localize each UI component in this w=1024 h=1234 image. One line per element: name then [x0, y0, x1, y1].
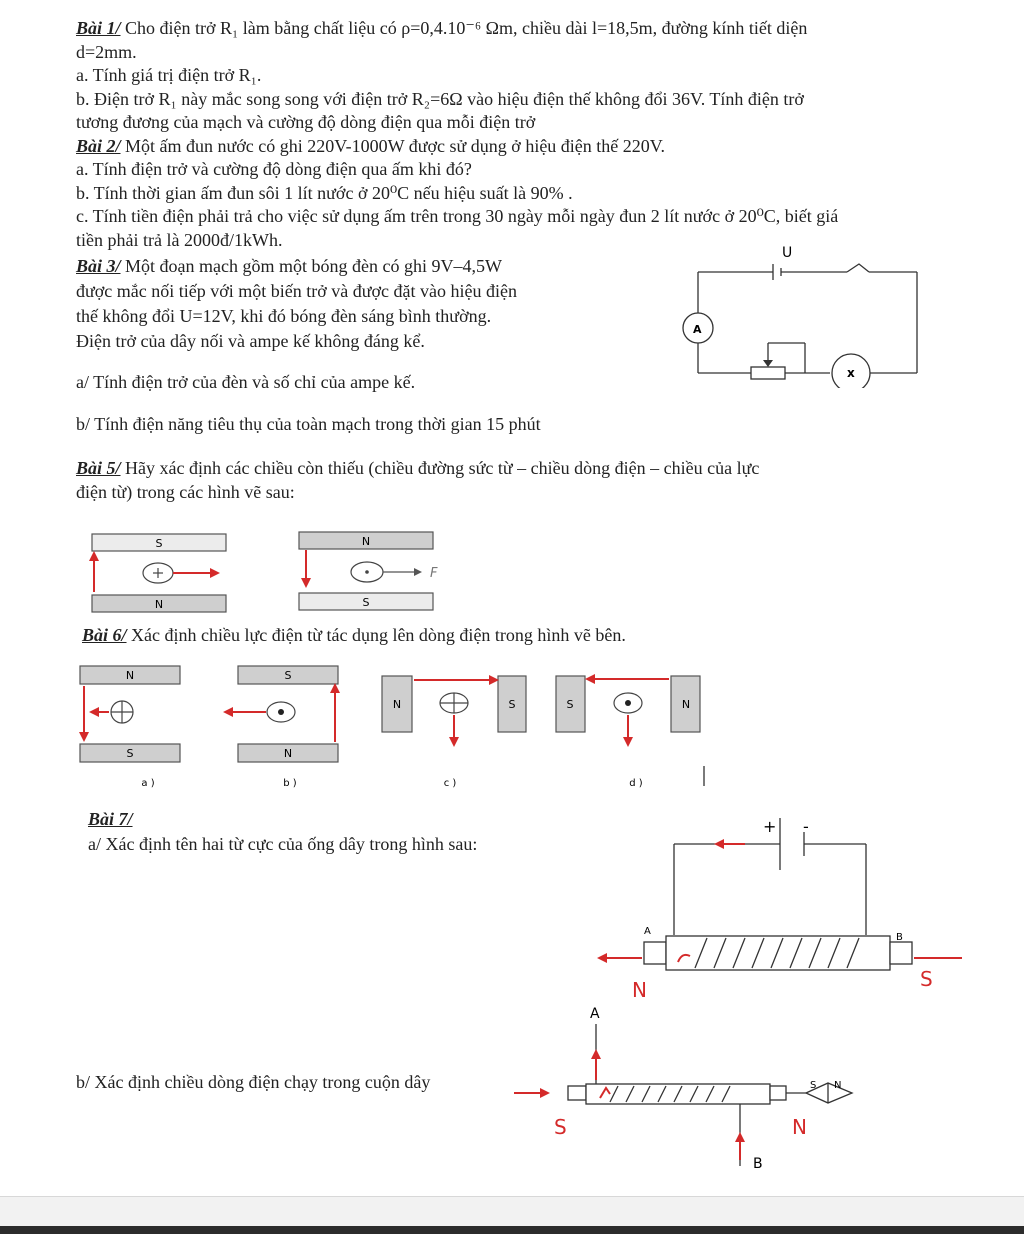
bai2-question-b: b. Tính thời gian ấm đun sôi 1 lít nước ở 20⁰C nếu hiệu suất là 90% . [76, 183, 573, 203]
bai6-c-right-pole: S [508, 698, 516, 711]
bai5-fig2-force-label: F [430, 566, 438, 581]
viewer-bottom-bar [0, 1196, 1024, 1227]
bai3-line3: thế không đổi U=12V, khi đó bóng đèn sáng bình thường. [76, 306, 492, 326]
bai6-title: Bài 6/ [82, 625, 127, 645]
bai7a-plus-label: + [763, 817, 777, 836]
bai3-question-a: a/ Tính điện trở của đèn và số chỉ của ampe kế. [76, 372, 416, 392]
bai3-question-b: b/ Tính điện năng tiêu thụ của toàn mạch trong thời gian 15 phút [76, 414, 541, 434]
bai2-question-a: a. Tính điện trở và cường độ dòng điện qua ấm khi đó? [76, 159, 472, 179]
bai3-line2: được mắc nối tiếp với một biến trở và được đặt vào hiệu điện [76, 281, 517, 301]
bai6-c-caption: c ) [443, 778, 457, 789]
bai6-a-top-pole: N [125, 669, 135, 682]
bai7b-end-b: B [753, 1156, 763, 1172]
bai7b-end-a: A [590, 1006, 600, 1022]
bai6-a-caption: a ) [141, 778, 155, 789]
bai1-line2: d=2mm. [76, 42, 137, 62]
bai1-line1: Bài 1/ Cho điện trở R₁ làm bằng chất liệu có ρ=0,4.10⁻⁶ Ωm, chiều dài l=18,5m, đường kính tiết diện [76, 18, 808, 38]
bai3-line1: Bài 3/ Một đoạn mạch gồm một bóng đèn có ghi 9V–4,5W [76, 256, 502, 276]
bai6-line1: Bài 6/ Xác định chiều lực điện từ tác dụng lên dòng điện trong hình vẽ bên. [82, 625, 626, 645]
bai7b-compass-s: S [810, 1080, 817, 1091]
bai3-title: Bài 3/ [76, 256, 121, 276]
bai7b-compass-n: N [834, 1080, 842, 1091]
bai7a-end-a: A [644, 926, 651, 937]
bai6-d-right-pole: N [681, 698, 691, 711]
bai6-d-left-pole: S [566, 698, 574, 711]
bai7-title: Bài 7/ [88, 809, 133, 829]
bai5-fig2-top-pole: N [361, 535, 371, 548]
bai7-question-a: a/ Xác định tên hai từ cực của ống dây trong hình sau: [88, 834, 478, 854]
bai2-title: Bài 2/ [76, 136, 121, 156]
bai5-fig1-top-pole: S [155, 537, 163, 550]
bai5-line2: điện từ) trong các hình vẽ sau: [76, 482, 295, 502]
bai3-circuit-diagram [675, 238, 935, 388]
bai1-question-b2: tương đương của mạch và cường độ dòng điện qua mỗi điện trở [76, 112, 536, 132]
bai3-line4: Điện trở của dây nối và ampe kế không đáng kể. [76, 331, 425, 351]
bai6-a-bottom-pole: S [126, 747, 134, 760]
bai7b-solenoid-figure [510, 1000, 890, 1180]
bai5-line1: Bài 5/ Hãy xác định các chiều còn thiếu (chiều đường sức từ – chiều dòng điện – chiều của lực [76, 458, 760, 478]
bai6-b-bottom-pole: N [283, 747, 293, 760]
bai1-question-a: a. Tính giá trị điện trở R₁. [76, 65, 262, 85]
bai5-fig1-bottom-pole: N [154, 598, 164, 611]
bai7b-left-pole: S [554, 1115, 567, 1139]
bai5-fig2-bottom-pole: S [362, 596, 370, 609]
bai7-question-b: b/ Xác định chiều dòng điện chạy trong cuộn dây [76, 1072, 431, 1092]
bai1-title: Bài 1/ [76, 18, 121, 38]
bai1-question-b1: b. Điện trở R₁ này mắc song song với điện trở R₂=6Ω vào hiệu điện thế không đổi 36V. Tính điện trở [76, 89, 804, 109]
bai6-b-caption: b ) [283, 778, 297, 789]
bai6-figures [72, 658, 712, 793]
bai6-d-caption: d ) [629, 778, 643, 789]
bai7a-minus-label: - [803, 817, 809, 836]
bai7b-right-pole: N [792, 1115, 807, 1139]
bai7-title-line [88, 808, 133, 831]
bai5-title: Bài 5/ [76, 458, 121, 478]
bai5-figures [80, 525, 460, 620]
bai2-question-c2: tiền phải trả là 2000đ/1kWh. [76, 230, 283, 250]
taskbar [0, 1226, 1024, 1234]
bai7a-left-pole: N [632, 978, 647, 1002]
bai7a-end-b: B [896, 932, 903, 943]
lamp-label: x [847, 366, 855, 380]
bai7a-solenoid-figure [590, 810, 970, 1010]
circuit-label-u: U [782, 245, 793, 261]
bai2-question-c1: c. Tính tiền điện phải trả cho việc sử dụng ấm trên trong 30 ngày mỗi ngày đun 2 lít nước ở 20⁰C, biết giá [76, 206, 839, 226]
bai2-line1: Bài 2/ Một ấm đun nước có ghi 220V-1000W được sử dụng ở hiệu điện thế 220V. [76, 136, 665, 156]
bai6-b-top-pole: S [284, 669, 292, 682]
bai6-c-left-pole: N [392, 698, 402, 711]
bai7a-right-pole: S [920, 967, 933, 991]
ammeter-label: A [693, 323, 702, 336]
